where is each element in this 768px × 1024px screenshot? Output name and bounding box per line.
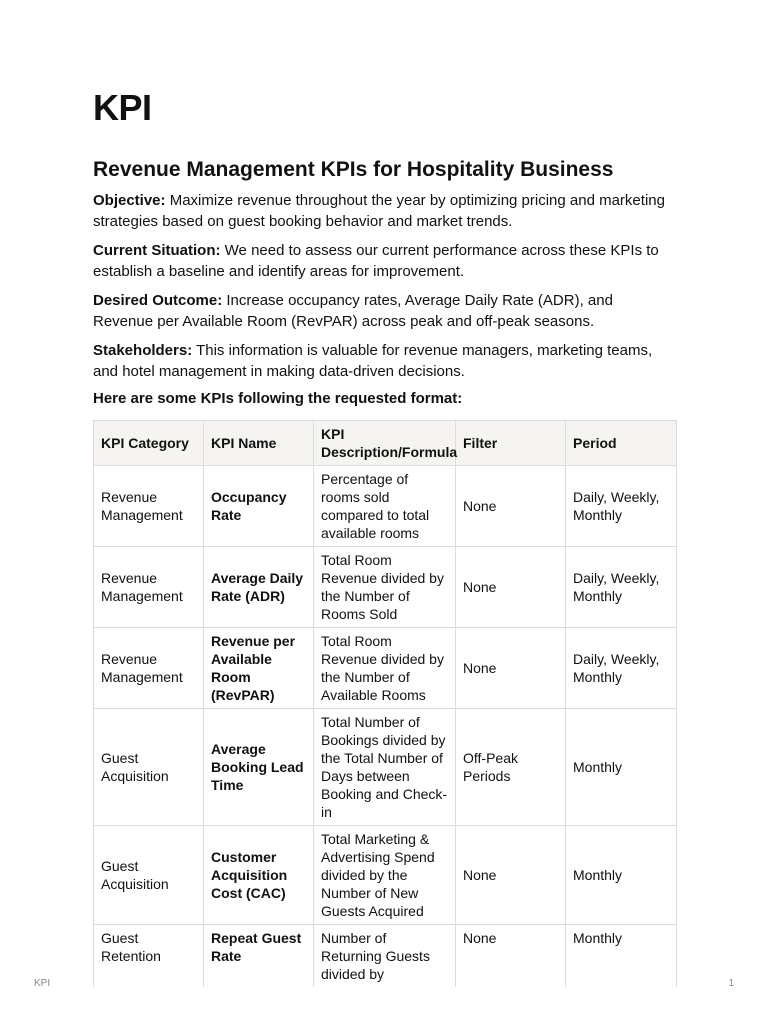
cell-description: Total Number of Bookings divided by the Total Number of Days between Booking and Check-in: [314, 709, 456, 826]
cell-description: Total Marketing & Advertising Spend divided by the Number of New Guests Acquired: [314, 826, 456, 925]
objective-paragraph: [93, 190, 676, 232]
cell-period: Monthly: [566, 826, 677, 925]
cell-category: Guest Acquisition: [94, 826, 204, 925]
cell-kpi-name: Repeat Guest Rate: [204, 925, 314, 988]
current-situation-paragraph: [93, 240, 676, 282]
cell-kpi-name: Occupancy Rate: [204, 466, 314, 547]
current-situation-text: We need to assess our current performance across these KPIs to establish a baseline and identify areas for improvement.: [93, 242, 659, 280]
header-kpi-description: KPI Description/Formula: [314, 421, 456, 466]
stakeholders-paragraph: [93, 340, 676, 382]
cell-filter: None: [456, 547, 566, 628]
cell-kpi-name: Revenue per Available Room (RevPAR): [204, 628, 314, 709]
header-kpi-category: KPI Category: [94, 421, 204, 466]
cell-category: Revenue Management: [94, 466, 204, 547]
cell-kpi-name: Average Daily Rate (ADR): [204, 547, 314, 628]
cell-period: Monthly: [566, 925, 677, 988]
cell-description: Percentage of rooms sold compared to total available rooms: [314, 466, 456, 547]
cell-kpi-name: Customer Acquisition Cost (CAC): [204, 826, 314, 925]
table-row: [94, 709, 677, 826]
header-kpi-name: KPI Name: [204, 421, 314, 466]
table-row: [94, 547, 677, 628]
cell-category: Revenue Management: [94, 547, 204, 628]
header-filter: Filter: [456, 421, 566, 466]
table-header-row: [94, 421, 677, 466]
desired-outcome-paragraph: [93, 290, 676, 332]
cell-category: Guest Retention: [94, 925, 204, 988]
objective-text: Maximize revenue throughout the year by optimizing pricing and marketing strategies based on guest booking behavior and market trends.: [93, 192, 665, 230]
header-period: Period: [566, 421, 677, 466]
current-situation-label: Current Situation:: [93, 242, 221, 259]
cell-period: Daily, Weekly, Monthly: [566, 628, 677, 709]
footer-document-name: KPI: [34, 978, 51, 989]
cell-filter: None: [456, 466, 566, 547]
footer-page-number: 1: [728, 978, 734, 989]
stakeholders-label: Stakeholders:: [93, 342, 193, 359]
cell-filter: None: [456, 628, 566, 709]
cell-filter: None: [456, 826, 566, 925]
desired-outcome-label: Desired Outcome:: [93, 292, 223, 309]
objective-label: Objective:: [93, 192, 166, 209]
cell-period: Daily, Weekly, Monthly: [566, 547, 677, 628]
kpi-table: [93, 420, 677, 987]
table-intro: Here are some KPIs following the requested format:: [93, 390, 463, 407]
table-row: [94, 826, 677, 925]
cell-filter: None: [456, 925, 566, 988]
cell-description: Number of Returning Guests divided by: [314, 925, 456, 988]
cell-category: Revenue Management: [94, 628, 204, 709]
cell-description: Total Room Revenue divided by the Number of Rooms Sold: [314, 547, 456, 628]
stakeholders-text: This information is valuable for revenue managers, marketing teams, and hotel management in making data-driven decisions.: [93, 342, 653, 380]
cell-description: Total Room Revenue divided by the Number of Available Rooms: [314, 628, 456, 709]
desired-outcome-text: Increase occupancy rates, Average Daily Rate (ADR), and Revenue per Available Room (RevPAR) across peak and off-peak seasons.: [93, 292, 613, 330]
table-row: [94, 466, 677, 547]
cell-period: Daily, Weekly, Monthly: [566, 466, 677, 547]
cell-period: Monthly: [566, 709, 677, 826]
document-title: KPI: [93, 87, 152, 128]
table-row: [94, 628, 677, 709]
document-page: [93, 86, 676, 987]
cell-category: Guest Acquisition: [94, 709, 204, 826]
table-row: [94, 925, 677, 988]
cell-kpi-name: Average Booking Lead Time: [204, 709, 314, 826]
cell-filter: Off-Peak Periods: [456, 709, 566, 826]
section-title: Revenue Management KPIs for Hospitality Business: [93, 158, 614, 181]
